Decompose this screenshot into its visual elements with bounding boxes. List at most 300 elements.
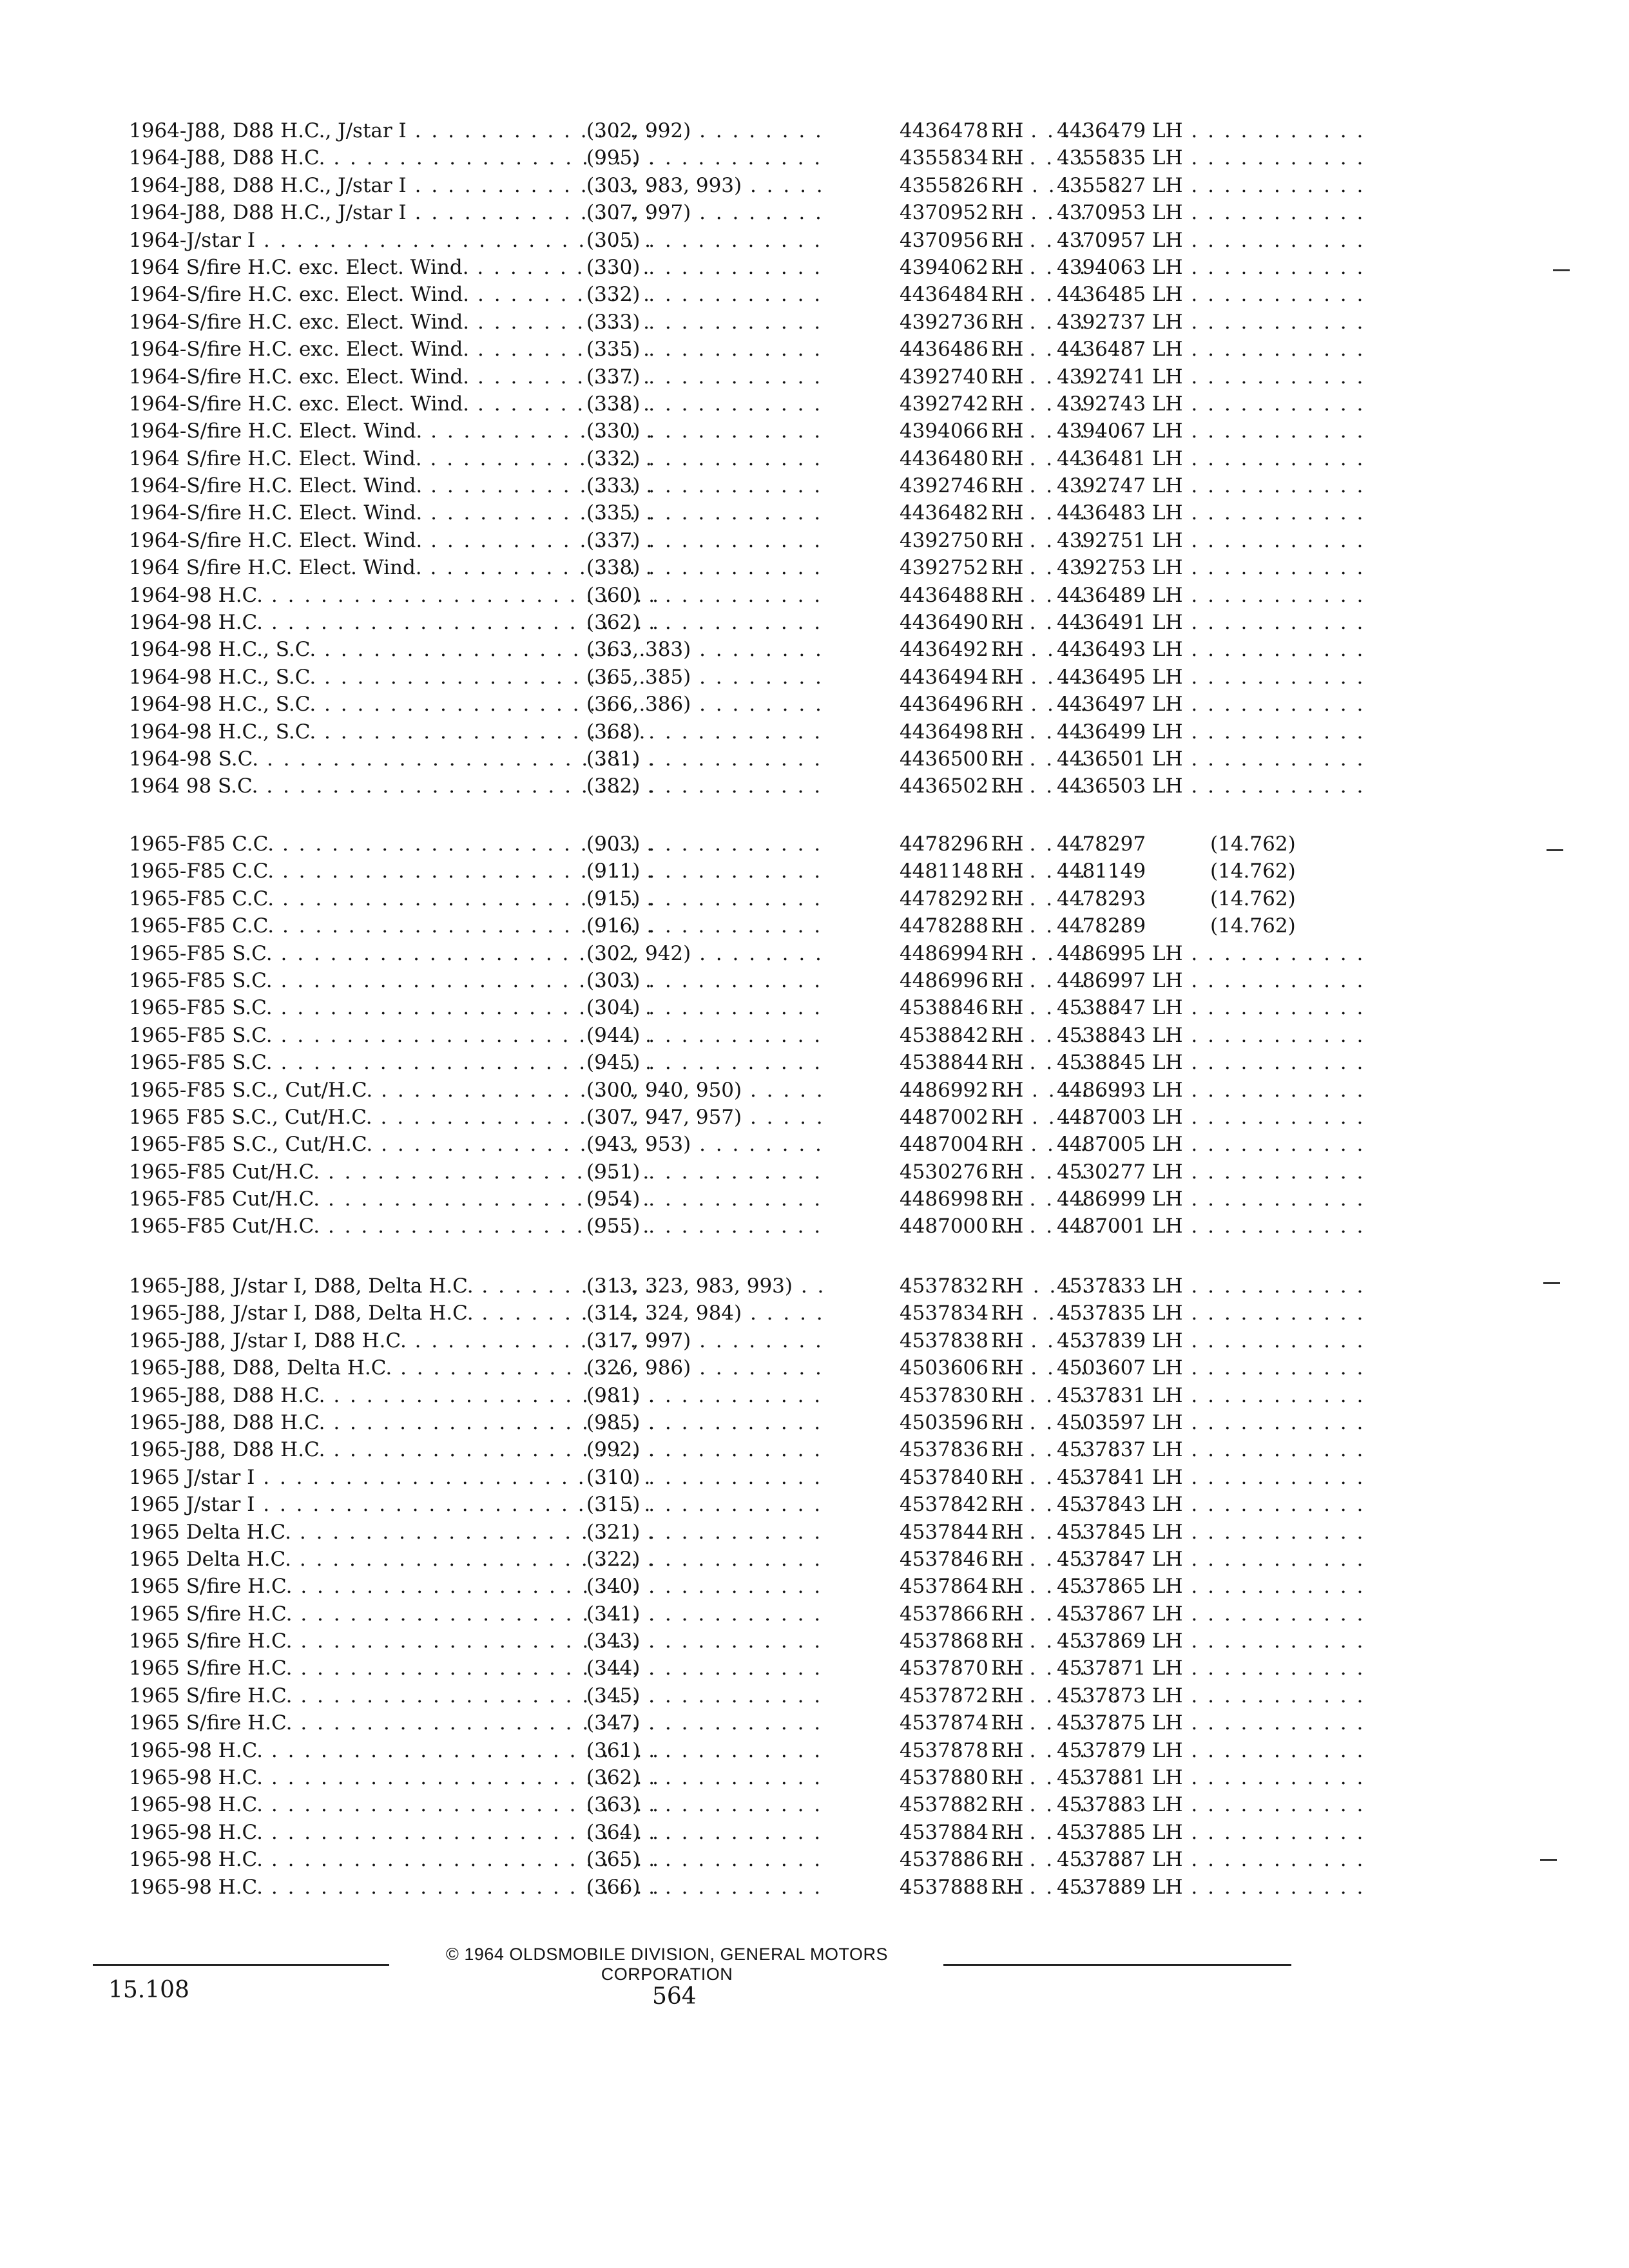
model-description-text: 1964-S/fire H.C. exc. Elect. Wind. (129, 338, 470, 361)
lh-part-number (1057, 1354, 1366, 1381)
rh-part-number-text: 4537886 (899, 1848, 988, 1872)
lh-part-number-text: 4503607 LH (1057, 1356, 1183, 1380)
rh-label-text: RH (991, 968, 1024, 992)
rh-label (991, 940, 1023, 967)
table-row (103, 745, 1327, 773)
lh-part-number (1057, 1791, 1366, 1818)
rh-part-number (825, 1273, 988, 1300)
lh-part-number (1057, 1213, 1366, 1240)
model-description-text: 1965-F85 Cut/H.C. (129, 1187, 320, 1211)
body-style-code-text: (995) (586, 146, 641, 170)
body-style-code-text: (313, 323, 983, 993) (586, 1274, 793, 1298)
lh-part-number (1057, 390, 1366, 418)
rh-part-number-text: 4537830 (899, 1383, 988, 1407)
page-reference: 15.108 (108, 1977, 189, 2003)
rh-label-text: RH (991, 228, 1024, 252)
lh-part-number (1057, 664, 1366, 691)
rh-part-number (825, 1104, 988, 1131)
lh-part-number (1057, 1737, 1366, 1764)
model-description-text: 1964-98 H.C. (129, 611, 264, 635)
model-description (129, 1186, 657, 1213)
rh-part-number-text: 4486994 (899, 941, 988, 965)
rh-label (991, 336, 1023, 363)
rh-part-number-text: 4478296 (899, 832, 988, 856)
lh-part-number-text: 4487003 LH (1057, 1105, 1183, 1129)
table-row (103, 1709, 1327, 1736)
lh-part-number-text: 4394063 LH (1057, 255, 1183, 279)
model-description (129, 254, 657, 281)
rh-part-number (825, 1682, 988, 1709)
rh-label-text: RH (991, 1215, 1024, 1238)
rh-label-text: RH (991, 1160, 1024, 1184)
rh-part-number (825, 718, 988, 745)
rh-part-number-text: 4392750 (899, 528, 988, 552)
lh-part-number (1057, 1846, 1366, 1873)
lh-part-number-text: 4436487 LH (1057, 338, 1183, 361)
lh-part-number-text: 4436485 LH (1057, 283, 1183, 307)
body-style-code-text: (321) (586, 1520, 641, 1544)
rh-part-number (825, 1655, 988, 1682)
lh-part-number-text: 4436499 LH (1057, 720, 1183, 744)
model-description (129, 1104, 657, 1131)
lh-part-number-text: 4537843 LH (1057, 1493, 1183, 1517)
lh-part-number (1057, 967, 1366, 994)
model-description (129, 309, 657, 336)
table-row (103, 1022, 1327, 1049)
lh-part-number (1057, 1382, 1366, 1409)
model-description (129, 1600, 657, 1628)
rh-label (991, 1655, 1023, 1682)
rh-label (991, 1049, 1023, 1076)
model-description-text: 1964-S/fire H.C. Elect. Wind. (129, 474, 423, 498)
rh-part-number-text: 4478292 (899, 887, 988, 910)
lh-part-number (1057, 1022, 1366, 1049)
reference-number: (14.762) (1210, 860, 1296, 883)
rh-part-number-text: 4436488 (899, 583, 988, 607)
model-description-text: 1964-98 H.C., S.C. (129, 638, 316, 662)
lh-part-number (1057, 1519, 1366, 1546)
rh-label-text: RH (991, 860, 1024, 883)
model-description-text: 1965-98 H.C. (129, 1766, 264, 1790)
body-style-code-text: (305) (586, 228, 641, 252)
table-row (103, 254, 1327, 281)
lh-part-number (1057, 1300, 1366, 1327)
lh-part-number-text: 4537879 LH (1057, 1738, 1183, 1762)
model-description (129, 582, 657, 609)
rh-label-text: RH (991, 310, 1024, 334)
rh-label (991, 1213, 1023, 1240)
rh-label-text: RH (991, 501, 1024, 525)
lh-part-number (1057, 582, 1366, 609)
model-description-text: 1965-F85 S.C., Cut/H.C. (129, 1078, 373, 1102)
body-style-code-text: (338) (586, 556, 641, 580)
rh-label-text: RH (991, 119, 1024, 142)
model-description-text: 1965-J88, D88 H.C. (129, 1383, 325, 1407)
table-row (103, 858, 1327, 885)
rh-label-text: RH (991, 1629, 1024, 1653)
model-description-text: 1964-J88, D88 H.C., J/star I (129, 201, 407, 225)
rh-part-number-text: 4436482 (899, 501, 988, 525)
model-description (129, 967, 657, 994)
lh-part-number-text: 4436497 LH (1057, 693, 1183, 716)
lh-part-number-text: 4392751 LH (1057, 528, 1183, 552)
rh-label (991, 885, 1023, 912)
rh-label-text: RH (991, 447, 1024, 470)
model-description (129, 745, 657, 773)
rh-part-number (825, 1546, 988, 1573)
lh-part-number (1057, 773, 1366, 800)
rh-label-text: RH (991, 419, 1024, 443)
rh-label-text: RH (991, 173, 1024, 197)
body-style-code-text: (303) (586, 968, 641, 992)
model-description (129, 390, 657, 418)
rh-label-text: RH (991, 638, 1024, 662)
body-style-code-text: (307, 947, 957) (586, 1105, 742, 1129)
body-style-code-text: (332) (586, 447, 641, 470)
model-description (129, 994, 657, 1021)
lh-part-number (1057, 1436, 1366, 1463)
lh-part-number-text: 4436495 LH (1057, 665, 1183, 689)
rh-part-number-text: 4537880 (899, 1766, 988, 1790)
model-description-text: 1964-S/fire H.C. Elect. Wind. (129, 419, 423, 443)
table-row (103, 1546, 1327, 1573)
rh-part-number-text: 4538846 (899, 996, 988, 1020)
lh-part-number (1057, 745, 1366, 773)
table-row (103, 1655, 1327, 1682)
rh-part-number (825, 281, 988, 308)
lh-part-number (1057, 363, 1366, 390)
lh-part-number (1057, 499, 1366, 526)
lh-part-number (1057, 227, 1366, 254)
body-style-code-text: (347) (586, 1711, 641, 1735)
margin-tick-mark (1543, 1282, 1560, 1284)
rh-label (991, 254, 1023, 281)
lh-part-number (1057, 527, 1366, 554)
table-row (103, 227, 1327, 254)
model-description (129, 527, 657, 554)
rh-label-text: RH (991, 556, 1024, 580)
lh-part-number-text: 4537831 LH (1057, 1383, 1183, 1407)
model-description-text: 1965-F85 S.C. (129, 1051, 273, 1075)
rh-label (991, 1131, 1023, 1158)
model-description (129, 1874, 657, 1901)
lh-part-number-text: 4436481 LH (1057, 447, 1183, 470)
body-style-code-text: (315) (586, 1493, 641, 1517)
rh-part-number-text: 4487000 (899, 1215, 988, 1238)
model-description-text: 1964-J88, D88 H.C. (129, 146, 325, 170)
model-description (129, 227, 657, 254)
rh-part-number-text: 4537874 (899, 1711, 988, 1735)
body-style-code-text: (944) (586, 1023, 641, 1047)
lh-part-number-text: 4537847 LH (1057, 1547, 1183, 1571)
lh-part-number-text: 4537867 LH (1057, 1602, 1183, 1626)
rh-label-text: RH (991, 1133, 1024, 1157)
rh-label-text: RH (991, 283, 1024, 307)
model-description (129, 1628, 657, 1655)
model-description-text: 1965 S/fire H.C. (129, 1657, 293, 1680)
rh-label-text: RH (991, 146, 1024, 170)
rh-part-number-text: 4436484 (899, 283, 988, 307)
rh-label (991, 1764, 1023, 1791)
table-row (103, 1628, 1327, 1655)
table-row (103, 1737, 1327, 1764)
rh-part-number-text: 4538844 (899, 1051, 988, 1075)
rh-part-number (825, 912, 988, 939)
lh-part-number (1057, 691, 1366, 718)
lh-part-number (1057, 1186, 1366, 1213)
model-description-text: 1965-J88, J/star I, D88, Delta H.C. (129, 1302, 474, 1325)
rh-part-number-text: 4392752 (899, 556, 988, 580)
model-description-text: 1965-J88, D88, Delta H.C. (129, 1356, 392, 1380)
lh-part-number-text: 4537845 LH (1057, 1520, 1183, 1544)
model-description-text: 1965-J88, J/star I, D88, Delta H.C. (129, 1274, 474, 1298)
rh-label-text: RH (991, 474, 1024, 498)
lh-part-number-text: 4486997 LH (1057, 968, 1183, 992)
rh-part-number (825, 254, 988, 281)
model-description (129, 1464, 657, 1491)
model-description-text: 1965-F85 Cut/H.C. (129, 1160, 320, 1184)
model-description (129, 1519, 657, 1546)
rh-label (991, 1409, 1023, 1436)
reference-number: (14.762) (1210, 914, 1296, 938)
table-row (103, 1186, 1327, 1213)
rh-part-number-text: 4537842 (899, 1493, 988, 1517)
rh-part-number-text: 4478288 (899, 914, 988, 938)
model-description (129, 1273, 657, 1300)
rh-part-number (825, 117, 988, 144)
lh-part-number (1057, 1491, 1366, 1518)
model-description (129, 363, 657, 390)
body-style-code-text: (303, 983, 993) (586, 173, 742, 197)
rh-part-number-text: 4355826 (899, 173, 988, 197)
rh-part-number (825, 745, 988, 773)
body-style-code-text: (366) (586, 1875, 641, 1899)
lh-part-number-text: 4537839 LH (1057, 1329, 1183, 1352)
rh-label (991, 1382, 1023, 1409)
model-description-text: 1964-98 H.C., S.C. (129, 693, 316, 716)
model-description-text: 1965 F85 S.C., Cut/H.C. (129, 1105, 372, 1129)
body-style-code-text: (360) (586, 583, 641, 607)
lh-part-number-text: 4370957 LH (1057, 228, 1183, 252)
body-style-code-text: (326, 986) (586, 1356, 691, 1380)
model-description-text: 1965-J88, D88 H.C. (129, 1438, 325, 1462)
rh-label (991, 994, 1023, 1021)
rh-part-number (825, 1436, 988, 1463)
model-description (129, 773, 657, 800)
table-row (103, 831, 1327, 858)
rh-part-number-text: 4436490 (899, 611, 988, 635)
lh-part-number-text: 4487005 LH (1057, 1133, 1183, 1157)
table-row (103, 445, 1327, 472)
lh-part-number (1057, 1628, 1366, 1655)
rh-label (991, 117, 1023, 144)
body-style-code-text: (302, 992) (586, 119, 691, 142)
lh-part-number-text: 4478289 (1057, 914, 1146, 938)
rh-part-number-text: 4537864 (899, 1575, 988, 1599)
model-description (129, 1709, 657, 1736)
model-description (129, 144, 657, 171)
model-description (129, 117, 657, 144)
rh-label (991, 1791, 1023, 1818)
lh-part-number (1057, 1709, 1366, 1736)
rh-part-number-text: 4537882 (899, 1793, 988, 1817)
lh-part-number (1057, 994, 1366, 1021)
model-description-text: 1964-98 H.C., S.C. (129, 665, 316, 689)
model-description (129, 1213, 657, 1240)
model-description-text: 1965 S/fire H.C. (129, 1602, 293, 1626)
table-row (103, 472, 1327, 499)
model-description (129, 691, 657, 718)
lh-part-number-text: 4537835 LH (1057, 1302, 1183, 1325)
body-style-code-text: (368) (586, 720, 641, 744)
rh-part-number-text: 4370956 (899, 228, 988, 252)
lh-part-number-text: 4392747 LH (1057, 474, 1183, 498)
rh-label-text: RH (991, 665, 1024, 689)
rh-label (991, 609, 1023, 636)
model-description-text: 1965-F85 C.C. (129, 860, 275, 883)
rh-part-number-text: 4503596 (899, 1410, 988, 1434)
body-style-code-text: (911) (586, 860, 641, 883)
model-description (129, 1491, 657, 1518)
rh-label (991, 831, 1023, 858)
body-style-code-text: (340) (586, 1575, 641, 1599)
model-description (129, 1077, 657, 1104)
rh-label (991, 664, 1023, 691)
model-description (129, 418, 657, 445)
rh-part-number-text: 4355834 (899, 146, 988, 170)
rh-label (991, 1600, 1023, 1628)
body-style-code-text: (981) (586, 1383, 641, 1407)
rh-label (991, 309, 1023, 336)
model-description-text: 1964 S/fire H.C. exc. Elect. Wind. (129, 255, 469, 279)
lh-part-number (1057, 858, 1366, 885)
lh-part-number-text: 4486993 LH (1057, 1078, 1183, 1102)
lh-part-number-text: 4537833 LH (1057, 1274, 1183, 1298)
rh-part-number (825, 363, 988, 390)
lh-part-number (1057, 1682, 1366, 1709)
rh-part-number-text: 4436486 (899, 338, 988, 361)
model-description-text: 1965 S/fire H.C. (129, 1629, 293, 1653)
model-description-text: 1964-98 S.C. (129, 747, 259, 771)
body-style-code-text: (366, 386) (586, 693, 691, 716)
model-description-text: 1965-98 H.C. (129, 1848, 264, 1872)
model-description (129, 1764, 657, 1791)
model-description (129, 1382, 657, 1409)
rh-label-text: RH (991, 941, 1024, 965)
rh-label-text: RH (991, 1848, 1024, 1872)
rh-part-number-text: 4537868 (899, 1629, 988, 1653)
lh-part-number-text: 4481149 (1057, 860, 1146, 883)
rh-part-number-text: 4394066 (899, 419, 988, 443)
lh-part-number (1057, 831, 1366, 858)
model-description-text: 1965 S/fire H.C. (129, 1711, 293, 1735)
rh-label (991, 363, 1023, 390)
rh-label (991, 1546, 1023, 1573)
rh-part-number (825, 1382, 988, 1409)
body-style-code-text: (382) (586, 774, 641, 798)
model-description-text: 1964-J88, D88 H.C., J/star I (129, 119, 407, 142)
lh-part-number (1057, 117, 1366, 144)
model-description-text: 1964 S/fire H.C. Elect. Wind. (129, 447, 422, 470)
model-description-text: 1965 S/fire H.C. (129, 1575, 293, 1599)
section-1965-full-size-models (103, 1273, 1327, 1901)
rh-label-text: RH (991, 1105, 1024, 1129)
rh-part-number (825, 336, 988, 363)
rh-part-number (825, 1874, 988, 1901)
section-1965-f85-models (103, 831, 1327, 1240)
rh-part-number-text: 4436492 (899, 638, 988, 662)
model-description-text: 1965-F85 S.C. (129, 1023, 273, 1047)
rh-label (991, 1737, 1023, 1764)
lh-part-number (1057, 1049, 1366, 1076)
rh-part-number-text: 4530276 (899, 1160, 988, 1184)
rh-part-number (825, 527, 988, 554)
rh-label-text: RH (991, 832, 1024, 856)
rh-part-number-text: 4392736 (899, 310, 988, 334)
rh-part-number-text: 4370952 (899, 201, 988, 225)
rh-label (991, 1682, 1023, 1709)
model-description (129, 1300, 657, 1327)
model-description (129, 1791, 657, 1818)
table-row (103, 554, 1327, 581)
lh-part-number-text: 4436479 LH (1057, 119, 1183, 142)
rh-part-number-text: 4537840 (899, 1465, 988, 1489)
rh-part-number (825, 1131, 988, 1158)
body-style-code-text: (302, 942) (586, 941, 691, 965)
lh-part-number (1057, 940, 1366, 967)
section-1964-models (103, 117, 1327, 800)
rh-part-number-text: 4537870 (899, 1657, 988, 1680)
model-description-text: 1965 Delta H.C. (129, 1547, 292, 1571)
rh-label (991, 1158, 1023, 1186)
rh-part-number-text: 4436496 (899, 693, 988, 716)
rh-part-number-text: 4537866 (899, 1602, 988, 1626)
rh-label (991, 967, 1023, 994)
body-style-code-text: (345) (586, 1684, 641, 1707)
model-description (129, 172, 657, 199)
table-row (103, 1519, 1327, 1546)
rh-part-number-text: 4537872 (899, 1684, 988, 1707)
lh-part-number-text: 4537837 LH (1057, 1438, 1183, 1462)
rh-part-number (825, 227, 988, 254)
lh-part-number-text: 4537881 LH (1057, 1766, 1183, 1790)
model-description (129, 472, 657, 499)
model-description (129, 1022, 657, 1049)
rh-label-text: RH (991, 774, 1024, 798)
rh-part-number-text: 4537838 (899, 1329, 988, 1352)
lh-part-number (1057, 445, 1366, 472)
lh-part-number-text: 4537841 LH (1057, 1465, 1183, 1489)
rh-label-text: RH (991, 255, 1024, 279)
rh-part-number-text: 4436498 (899, 720, 988, 744)
lh-part-number-text: 4538847 LH (1057, 996, 1183, 1020)
lh-part-number-text: 4537869 LH (1057, 1629, 1183, 1653)
rh-part-number-text: 4392746 (899, 474, 988, 498)
model-description (129, 1049, 657, 1076)
model-description-text: 1965-98 H.C. (129, 1793, 264, 1817)
rh-part-number-text: 4538842 (899, 1023, 988, 1047)
model-description-text: 1964-S/fire H.C. exc. Elect. Wind. (129, 392, 470, 416)
body-style-code-text: (951) (586, 1160, 641, 1184)
body-style-code-text: (310) (586, 1465, 641, 1489)
rh-label-text: RH (991, 1766, 1024, 1790)
rh-part-number-text: 4537884 (899, 1820, 988, 1844)
rh-part-number (825, 554, 988, 581)
rh-label (991, 773, 1023, 800)
body-style-code-text: (985) (586, 1410, 641, 1434)
rh-label (991, 1022, 1023, 1049)
table-row (103, 418, 1327, 445)
